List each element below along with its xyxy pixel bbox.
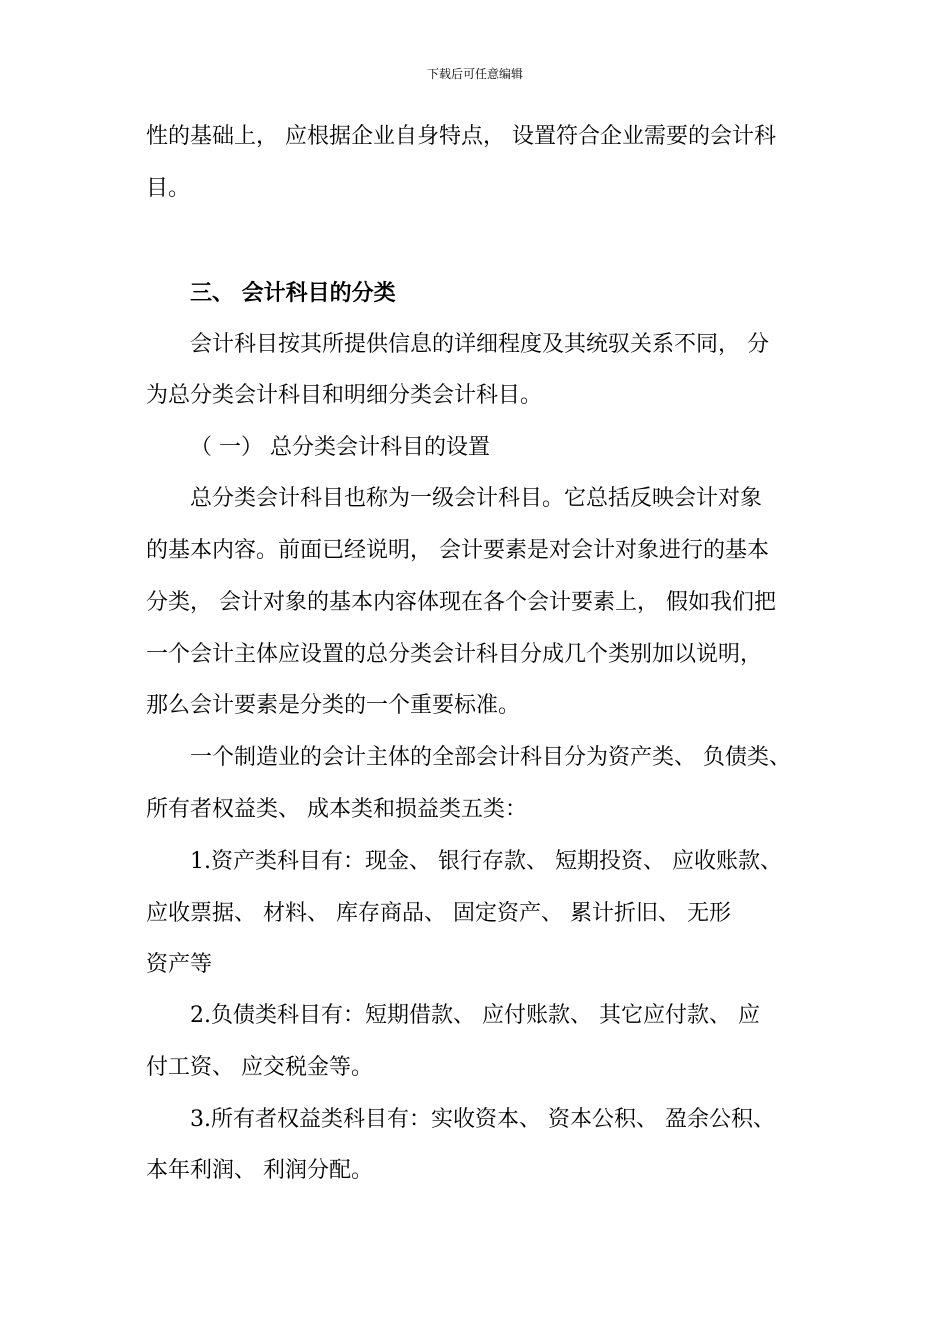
paragraph-line: 会计科目按其所提供信息的详细程度及其统驭关系不同， 分 (190, 332, 769, 357)
paragraph-line: 性的基础上， 应根据企业自身特点， 设置符合企业需要的会计科 (146, 124, 776, 149)
paragraph-line: 目。 (146, 176, 191, 201)
list-item-assets: 1.资产类科目有：现金、 银行存款、 短期投资、 应收账款、 (190, 849, 782, 874)
paragraph-line: 总分类会计科目也称为一级会计科目。它总括反映会计对象 (190, 486, 763, 511)
list-item-assets-cont: 资产等 (146, 952, 213, 977)
list-item-assets-cont: 应收票据、 材料、 库存商品、 固定资产、 累计折旧、 无形 (146, 901, 731, 926)
paragraph-line: 为总分类会计科目和明细分类会计科目。 (146, 383, 543, 408)
list-item-liabilities: 2.负债类科目有：短期借款、 应付账款、 其它应付款、 应 (190, 1003, 760, 1028)
paragraph-line: 一个会计主体应设置的总分类会计科目分成几个类别加以说明， (146, 642, 763, 667)
page-header: 下载后可任意编辑 (426, 67, 523, 81)
paragraph-line: 所有者权益类、 成本类和损益类五类： (146, 797, 527, 822)
paragraph-line: 的基本内容。前面已经说明， 会计要素是对会计对象进行的基本 (146, 538, 769, 563)
subsection-heading: （ 一） 总分类会计科目的设置 (190, 435, 490, 460)
list-item-equity: 3.所有者权益类科目有：实收资本、 资本公积、 盈余公积、 (190, 1107, 775, 1132)
paragraph-line: 分类， 会计对象的基本内容体现在各个会计要素上， 假如我们把 (146, 590, 776, 615)
list-item-liabilities-cont: 付工资、 应交税金等。 (146, 1055, 373, 1080)
list-item-equity-cont: 本年利润、 利润分配。 (146, 1158, 373, 1183)
section-heading: 三、 会计科目的分类 (190, 281, 396, 306)
paragraph-line: 那么会计要素是分类的一个重要标准。 (146, 693, 521, 718)
paragraph-line: 一个制造业的会计主体的全部会计科目分为资产类、 负债类、 (190, 745, 791, 770)
